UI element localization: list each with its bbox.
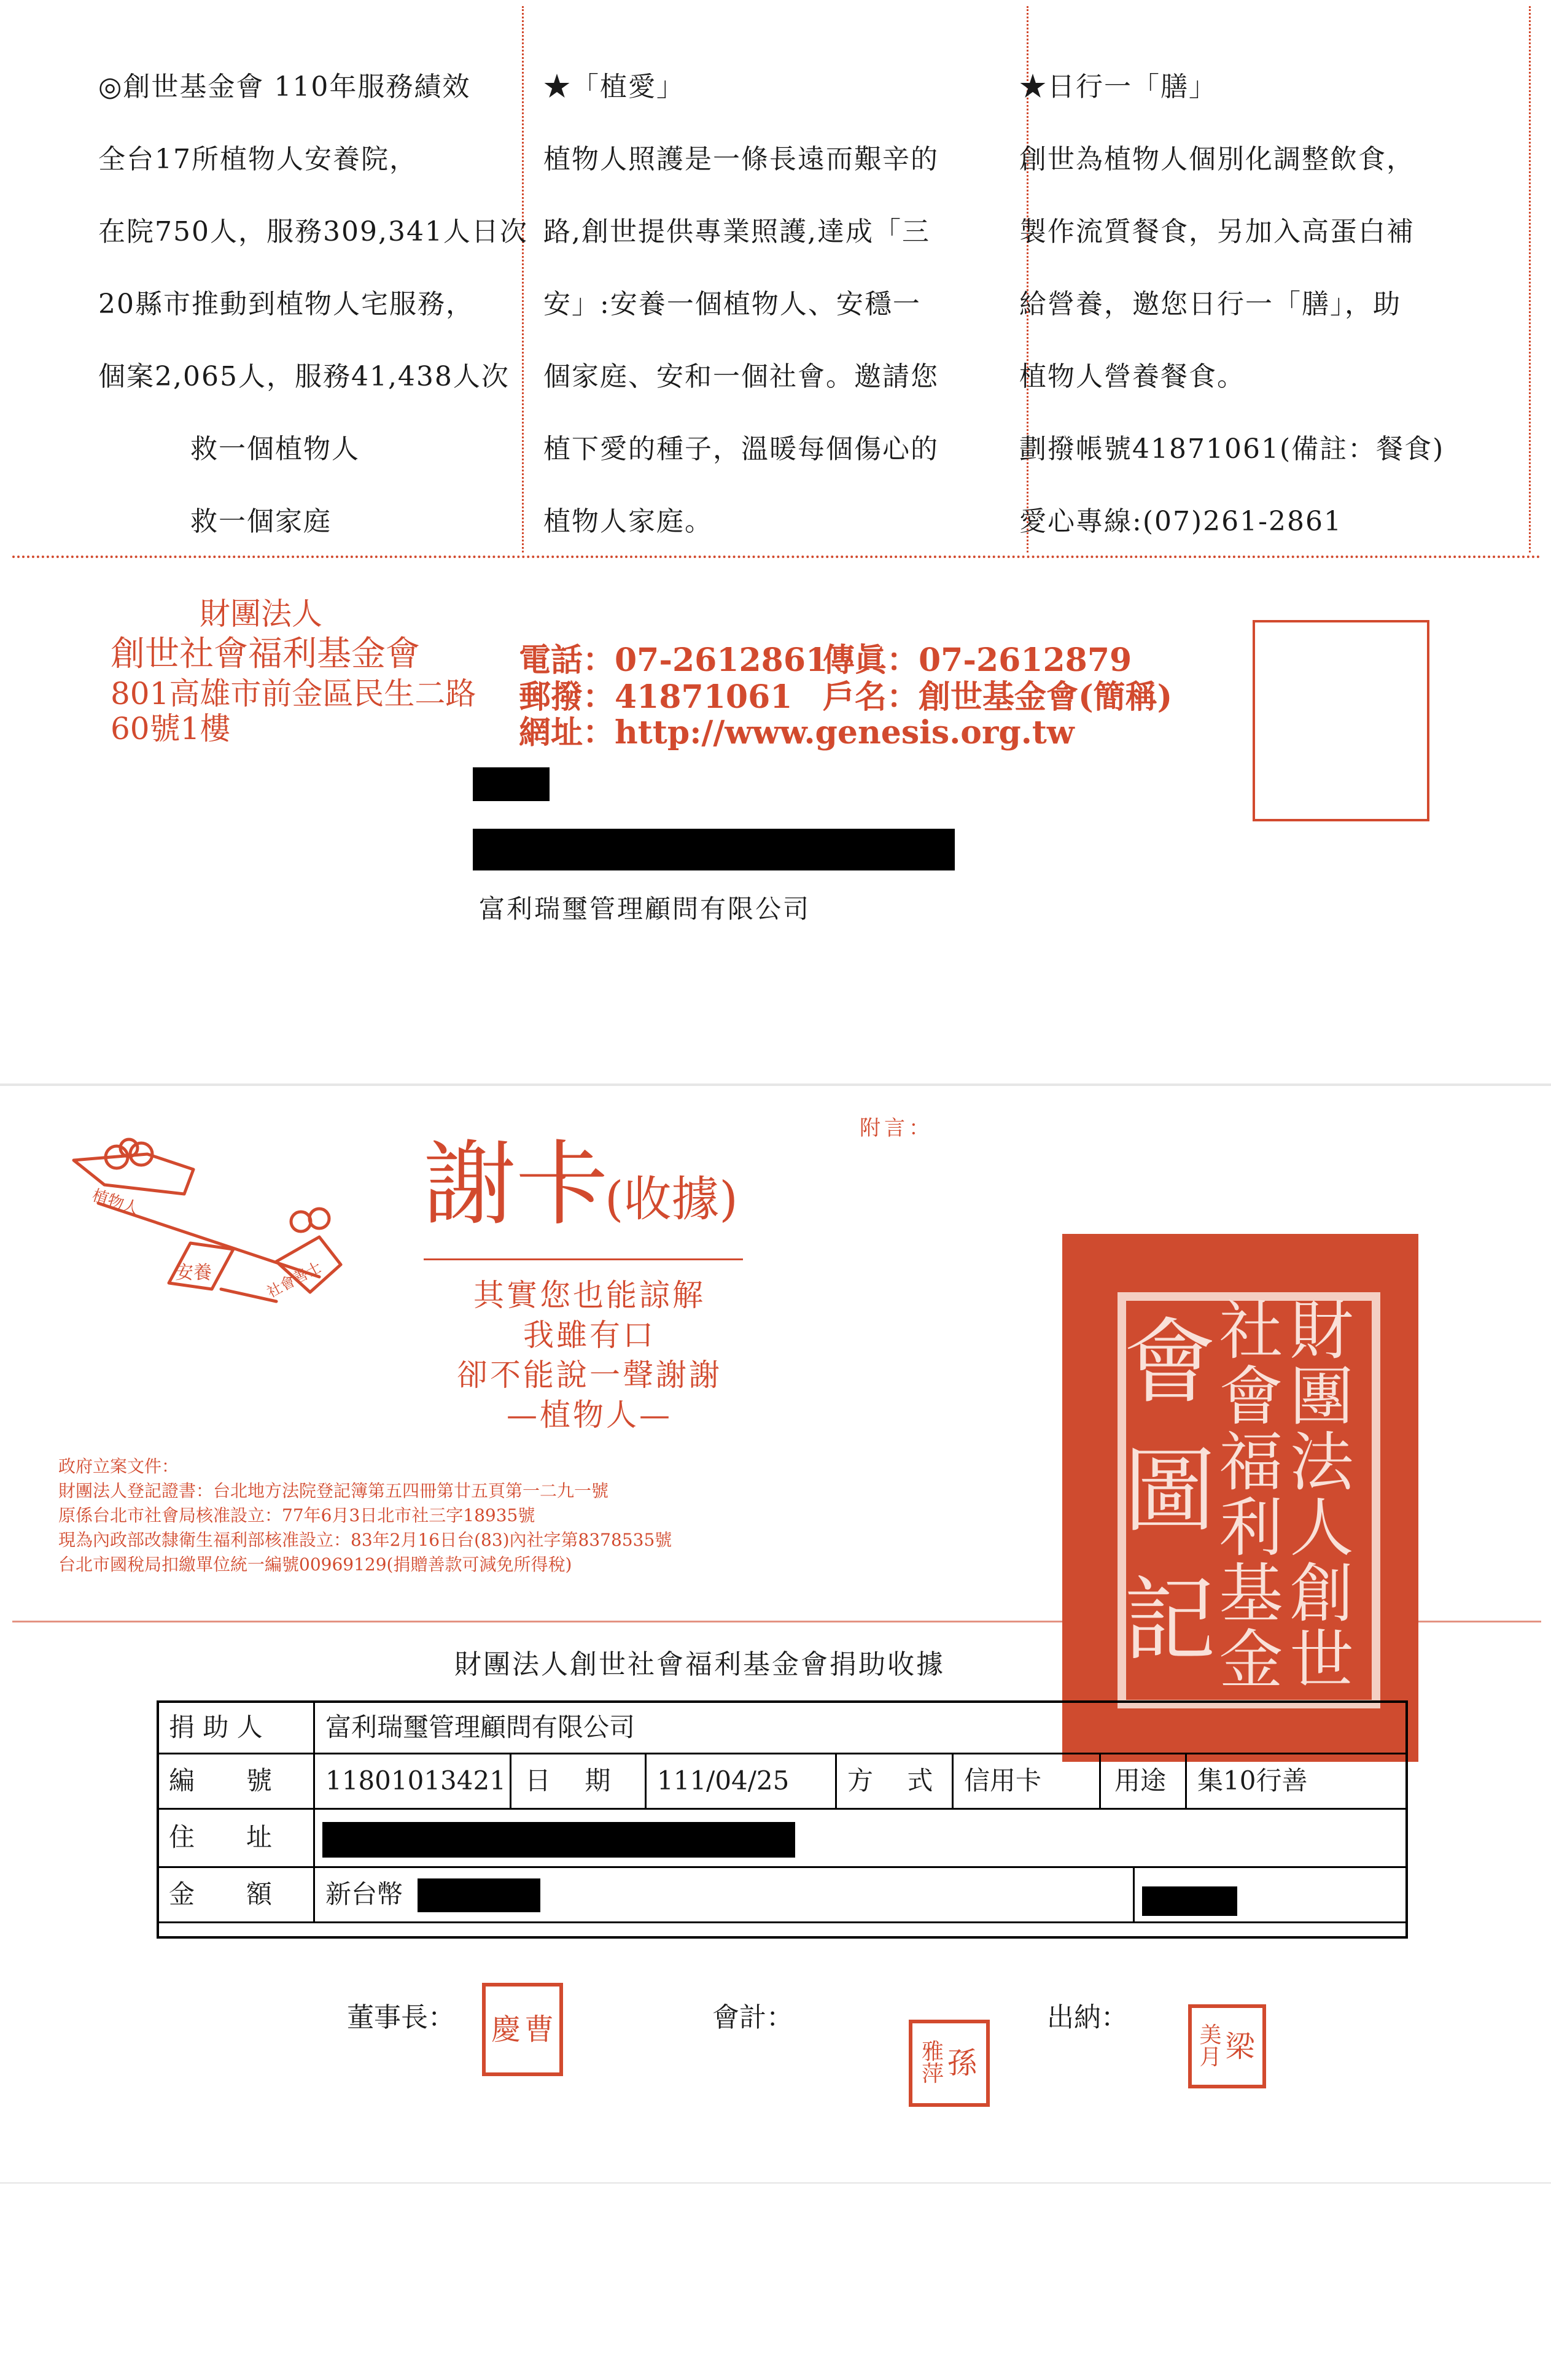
table-rule [157,1808,1405,1810]
seal-column [1286,1293,1357,1697]
redaction-bar [418,1878,540,1912]
recipient-company: 富利瑞璽管理顧問有限公司 [479,894,811,924]
seal-char: 會 [1219,1359,1283,1435]
fold-line [0,1083,1551,1086]
chop-column [524,2012,554,2047]
foundation-seal [1062,1234,1418,1762]
poem-line: 卻不能說一聲謝謝 [457,1357,722,1393]
column-line: 愛心專線:(07)261-2861 [1019,506,1342,537]
seal-char: 團 [1289,1359,1354,1435]
sender-phone: 電話：07-2612861 [519,642,828,679]
seal-char: 人 [1289,1490,1354,1566]
column-line: 製作流質餐食，另加入高蛋白補 [1019,216,1415,247]
poem-line: —植物人— [507,1397,672,1433]
date-label: 日 期 [525,1766,611,1796]
poem-line: 其實您也能諒解 [473,1277,706,1313]
method-label: 方 式 [847,1766,933,1796]
column-line: 植物人營養餐食。 [1019,361,1245,392]
column-line: 全台17所植物人安養院， [98,144,418,175]
purpose-label: 用途 [1114,1766,1167,1796]
seal-characters [1124,1293,1357,1697]
chop-char: 美 [1199,2022,1222,2048]
table-rule [510,1753,511,1808]
method-value: 信用卡 [964,1766,1042,1796]
seal-char: 圖 [1124,1438,1216,1545]
cashier-chop [1188,2004,1266,2088]
column-daily-meal [1019,71,1445,564]
chop-char: 雅 [921,2039,944,2064]
chairman-label: 董事長： [347,2002,455,2033]
seal-char: 會 [1124,1309,1216,1416]
accountant-label: 會計： [712,2002,793,2033]
sender-address-line1: 801高雄市前金區民生二路 [111,676,476,711]
redaction-bar [473,767,550,801]
chop-column [1225,2029,1255,2064]
postage-stamp-box [1253,620,1429,821]
logo-label-plant: 植物人 [90,1186,141,1219]
table-rule [835,1753,837,1808]
chop-column [922,2041,944,2085]
table-rule [1099,1753,1101,1808]
cashier-label: 出納： [1047,2002,1128,2033]
table-rule [157,1866,1405,1868]
seal-char: 利 [1219,1490,1283,1566]
table-rule [1185,1753,1187,1808]
column-line: 創世為植物人個別化調整飲食， [1019,144,1415,175]
chop-char: 孫 [947,2046,978,2080]
legal-line: 財團法人登記證書：台北地方法院登記簿第五四冊第廿五頁第一二九一號 [58,1481,609,1501]
column-line: 植下愛的種子，溫暖每個傷心的 [543,433,939,465]
chop-char: 萍 [921,2061,944,2087]
seal-column [1216,1293,1286,1697]
column-line: 植物人照護是一條長遠而艱辛的 [543,144,939,175]
chop-char: 梁 [1225,2029,1255,2064]
seal-column [1124,1298,1216,1685]
seal-char: 法 [1289,1425,1354,1500]
column-line: 救一個家庭 [190,506,332,537]
seal-char: 世 [1289,1622,1354,1697]
seal-char: 記 [1124,1567,1216,1674]
table-rule [157,1921,1405,1923]
chop-char: 曹 [524,2012,554,2047]
sender-fax: 傳眞：07-2612879 [823,642,1132,679]
column-line: 20縣市推動到植物人宅服務， [98,289,474,320]
column-line: ★「植愛」 [543,71,685,103]
number-label: 編 號 [169,1766,273,1796]
legal-line: 政府立案文件： [58,1456,179,1476]
column-line: 個家庭、安和一個社會。邀請您 [543,361,939,392]
sender-website: 網址：http://www.genesis.org.tw [519,714,1075,751]
logo-label-donor: 社會善士 [264,1258,325,1301]
chop-column [491,2012,521,2047]
seal-char: 福 [1219,1425,1283,1500]
sender-org-type: 財團法人 [200,596,322,632]
column-line: 個案2,065人，服務41,438人次 [98,361,510,392]
chairman-chop [482,1983,563,2076]
chop-char: 慶 [491,2012,521,2047]
sender-address-line2: 60號1樓 [111,711,231,746]
table-rule [645,1753,647,1808]
seal-char: 基 [1219,1556,1283,1632]
column-line: 路,創世提供專業照護,達成「三 [543,216,930,247]
column-line: 救一個植物人 [190,433,360,465]
amount-prefix: 新台幣 [325,1879,403,1909]
redaction-bar [473,829,955,870]
column-line: ◎創世基金會 110年服務績效 [98,71,471,103]
receipt-title: 財團法人創世社會福利基金會捐助收據 [454,1649,945,1680]
number-value: 11801013421 [325,1766,506,1796]
logo-label-care: 安養 [175,1262,212,1284]
card-title-rule [424,1258,743,1260]
purpose-value: 集10行善 [1197,1766,1308,1796]
seal-char: 金 [1219,1622,1283,1697]
table-rule [157,1753,1405,1754]
legal-line: 原係台北市社會局核准設立：77年6月3日北市社三字18935號 [58,1505,535,1525]
legal-line: 台北市國稅局扣繳單位統一編號00969129(捐贈善款可減免所得稅) [58,1554,572,1575]
column-line: 給營養，邀您日行一「膳」，助 [1019,289,1401,320]
sender-org-name: 創世社會福利基金會 [111,634,420,674]
redaction-bar [1142,1886,1237,1916]
amount-label: 金 額 [169,1879,273,1909]
chop-column [947,2046,978,2080]
table-rule [952,1753,954,1808]
chop-column [1199,2022,1222,2070]
legal-line: 現為內政部改隸衛生福利部核准設立：83年2月16日台(83)內社字第8378535號 [58,1530,672,1550]
column-plant-love [543,71,939,564]
sender-account-name: 戶名：創世基金會(簡稱) [823,678,1173,716]
redaction-bar [322,1822,795,1858]
date-value: 111/04/25 [657,1766,790,1796]
column-line: 安」:安養一個植物人、安穩一 [543,289,921,320]
column-line: 植物人家庭。 [543,506,713,537]
sender-postal-account: 郵撥：41871061 [519,678,793,716]
column-line: 在院750人，服務309,341人日次 [98,216,528,247]
card-title: 謝卡 [424,1131,608,1238]
donor-value: 富利瑞璽管理顧問有限公司 [325,1712,636,1742]
seal-char: 創 [1289,1556,1354,1632]
column-service-results [98,71,528,564]
donor-label: 捐 助 人 [169,1712,263,1742]
seal-char: 社 [1219,1293,1283,1368]
chop-char: 月 [1199,2044,1222,2070]
seesaw-logo [61,1136,350,1308]
column-line: ★日行一「膳」 [1019,71,1217,103]
column-line: 劃撥帳號41871061(備註：餐食) [1019,433,1445,465]
column-divider-3 [1529,6,1531,552]
table-rule [1133,1866,1135,1921]
scan-edge [0,2182,1551,2184]
address-label: 住 址 [169,1822,273,1852]
note-label: 附言： [860,1116,933,1141]
accountant-chop [909,2020,990,2107]
table-rule [313,1700,315,1921]
seal-char: 財 [1289,1293,1354,1368]
poem-line: 我雖有口 [523,1317,656,1353]
card-subtitle: (收據) [605,1172,738,1227]
